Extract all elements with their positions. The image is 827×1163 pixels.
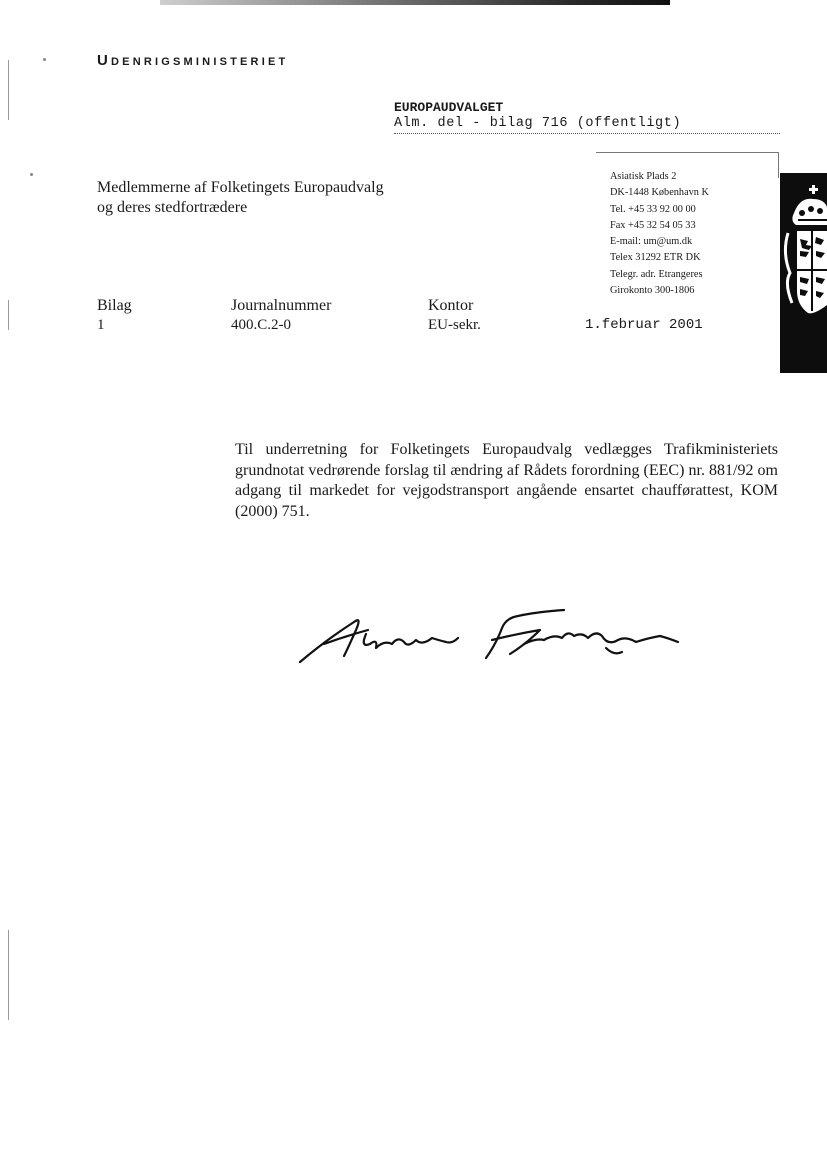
- ministry-name: Udenrigsministeriet: [97, 52, 289, 69]
- bilag-label: Bilag: [97, 297, 132, 314]
- address-giro: Girokonto 300-1806: [610, 285, 695, 297]
- crest-panel: [780, 173, 827, 373]
- scan-left-edge-mark: [8, 300, 9, 330]
- committee-reference: Alm. del - bilag 716 (offentligt): [394, 116, 682, 131]
- recipient-block: [97, 178, 384, 218]
- address-tel: Tel. +45 33 92 00 00: [610, 203, 696, 215]
- address-rule: [596, 152, 778, 153]
- office-value: EU-sekr.: [428, 317, 481, 333]
- scan-left-edge-mark: [8, 60, 9, 120]
- bilag-value: 1: [97, 317, 105, 333]
- recipient-line: Medlemmerne af Folketingets Europaudvalg: [97, 179, 384, 196]
- address-telegram: Telegr. adr. Etrangeres: [610, 268, 703, 280]
- address-fax: Fax +45 32 54 05 33: [610, 219, 696, 231]
- address-rule-vertical: [778, 152, 779, 178]
- address-postal: DK-1448 København K: [610, 187, 709, 199]
- letter-date: 1.februar 2001: [585, 317, 703, 333]
- reference-underline: [394, 133, 780, 134]
- scan-left-edge-mark: [8, 930, 9, 1020]
- scan-speck: [43, 58, 46, 61]
- committee-name: EUROPAUDVALGET: [394, 100, 504, 115]
- letter-body: Til underretning for Folketingets Europaudvalg vedlægges Trafikministeriets grundnotat vedrørende forslag til ændring af Rådets forordning (EEC) nr. 881/92 om adgang til markedet for vejgodstransport angående ensartet chaufførattest, KOM (2000) 751.: [235, 441, 778, 520]
- journal-label: Journalnummer: [231, 297, 332, 314]
- address-email: E-mail: um@um.dk: [610, 236, 693, 248]
- royal-coat-of-arms-icon: [780, 173, 827, 373]
- recipient-line: og deres stedfortrædere: [97, 199, 248, 216]
- address-telex: Telex 31292 ETR DK: [610, 252, 701, 264]
- scan-top-edge: [160, 0, 670, 5]
- office-label: Kontor: [428, 297, 474, 314]
- handwritten-signature: [296, 600, 686, 670]
- address-street: Asiatisk Plads 2: [610, 171, 677, 182]
- sender-address: [610, 169, 709, 299]
- scan-speck: [30, 173, 33, 176]
- journal-value: 400.C.2-0: [231, 317, 291, 333]
